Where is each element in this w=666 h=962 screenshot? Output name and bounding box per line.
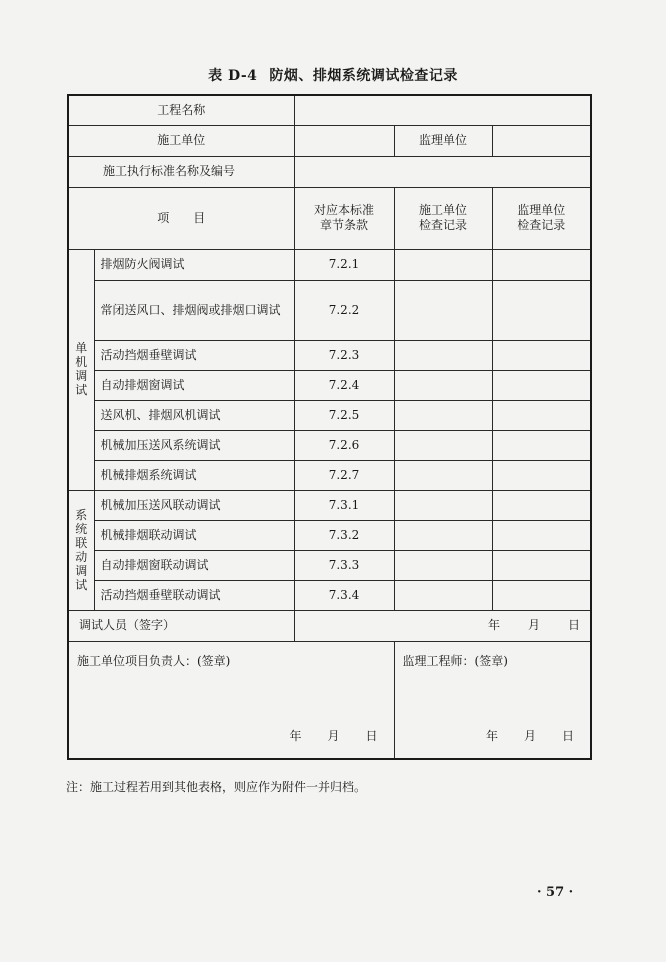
construction-check-cell[interactable] bbox=[394, 340, 492, 370]
construction-manager-signature[interactable] bbox=[68, 641, 394, 759]
tester-day: 日 bbox=[568, 618, 581, 632]
table-row bbox=[68, 249, 591, 280]
clause-cell: 7.2.5 bbox=[294, 400, 394, 430]
construction-check-cell[interactable] bbox=[394, 249, 492, 280]
tester-row bbox=[68, 610, 591, 641]
item-cell: 排烟防火阀调试 bbox=[94, 249, 294, 280]
supervision-check-cell[interactable] bbox=[492, 490, 591, 520]
column-header-row bbox=[68, 187, 591, 249]
supervision-check-cell[interactable] bbox=[492, 370, 591, 400]
table-row bbox=[68, 280, 591, 340]
supervision-engineer-label: 监理工程师：(签章) bbox=[402, 653, 508, 668]
supervision-check-cell[interactable] bbox=[492, 400, 591, 430]
clause-cell: 7.3.2 bbox=[294, 520, 394, 550]
table-row bbox=[68, 520, 591, 550]
clause-cell: 7.3.4 bbox=[294, 580, 394, 610]
construction-unit-label: 施工单位 bbox=[68, 125, 294, 156]
clause-cell: 7.2.7 bbox=[294, 460, 394, 490]
item-cell: 送风机、排烟风机调试 bbox=[94, 400, 294, 430]
project-name-label: 工程名称 bbox=[68, 95, 294, 125]
item-header: 项 目 bbox=[68, 187, 294, 249]
construction-check-cell[interactable] bbox=[394, 280, 492, 340]
construction-check-cell[interactable] bbox=[394, 400, 492, 430]
supervision-check-cell[interactable] bbox=[492, 460, 591, 490]
item-cell: 自动排烟窗联动调试 bbox=[94, 550, 294, 580]
table-row bbox=[68, 460, 591, 490]
construction-check-header: 施工单位检查记录 bbox=[394, 187, 492, 249]
item-cell: 常闭送风口、排烟阀或排烟口调试 bbox=[94, 280, 294, 340]
item-cell: 活动挡烟垂壁调试 bbox=[94, 340, 294, 370]
construction-check-cell[interactable] bbox=[394, 580, 492, 610]
group-label-linkage: 系统联动调试 bbox=[68, 490, 94, 610]
clause-cell: 7.2.4 bbox=[294, 370, 394, 400]
supervision-unit-value[interactable] bbox=[492, 125, 591, 156]
construction-check-cell[interactable] bbox=[394, 460, 492, 490]
project-name-row bbox=[68, 95, 591, 125]
project-name-value[interactable] bbox=[294, 95, 591, 125]
group-label-single: 单机调试 bbox=[68, 249, 94, 490]
tester-year: 年 bbox=[487, 618, 500, 632]
supervision-check-cell[interactable] bbox=[492, 280, 591, 340]
clause-header: 对应本标准章节条款 bbox=[294, 187, 394, 249]
inspection-record-table bbox=[67, 94, 592, 760]
supervision-check-cell[interactable] bbox=[492, 580, 591, 610]
supervision-check-cell[interactable] bbox=[492, 249, 591, 280]
supervision-check-cell[interactable] bbox=[492, 340, 591, 370]
tester-month: 月 bbox=[527, 618, 540, 632]
item-cell: 活动挡烟垂壁联动调试 bbox=[94, 580, 294, 610]
item-cell: 机械加压送风联动调试 bbox=[94, 490, 294, 520]
clause-cell: 7.2.2 bbox=[294, 280, 394, 340]
construction-check-cell[interactable] bbox=[394, 550, 492, 580]
item-cell: 机械加压送风系统调试 bbox=[94, 430, 294, 460]
construction-manager-date: 年 月 日 bbox=[289, 728, 378, 743]
construction-check-cell[interactable] bbox=[394, 490, 492, 520]
units-row bbox=[68, 125, 591, 156]
footnote: 注：施工过程若用到其他表格，则应作为附件一并归档。 bbox=[66, 780, 367, 794]
item-cell: 自动排烟窗调试 bbox=[94, 370, 294, 400]
supervision-engineer-signature[interactable] bbox=[394, 641, 591, 759]
clause-cell: 7.2.6 bbox=[294, 430, 394, 460]
tester-date[interactable] bbox=[294, 610, 591, 641]
construction-check-cell[interactable] bbox=[394, 370, 492, 400]
item-cell: 机械排烟联动调试 bbox=[94, 520, 294, 550]
clause-cell: 7.3.1 bbox=[294, 490, 394, 520]
signature-row bbox=[68, 641, 591, 759]
supervision-engineer-date: 年 月 日 bbox=[485, 728, 575, 743]
form-title bbox=[0, 65, 666, 85]
table-row bbox=[68, 580, 591, 610]
standard-label: 施工执行标准名称及编号 bbox=[68, 156, 294, 187]
clause-cell: 7.2.1 bbox=[294, 249, 394, 280]
standard-row bbox=[68, 156, 591, 187]
table-row bbox=[68, 430, 591, 460]
table-row bbox=[68, 550, 591, 580]
table-row bbox=[68, 490, 591, 520]
tester-label: 调试人员（签字） bbox=[68, 610, 294, 641]
table-row bbox=[68, 400, 591, 430]
supervision-check-cell[interactable] bbox=[492, 520, 591, 550]
construction-manager-label: 施工单位项目负责人：(签章) bbox=[77, 653, 231, 668]
standard-value[interactable] bbox=[294, 156, 591, 187]
item-cell: 机械排烟系统调试 bbox=[94, 460, 294, 490]
table-row bbox=[68, 340, 591, 370]
supervision-check-cell[interactable] bbox=[492, 550, 591, 580]
table-row bbox=[68, 370, 591, 400]
construction-check-cell[interactable] bbox=[394, 430, 492, 460]
clause-cell: 7.2.3 bbox=[294, 340, 394, 370]
clause-cell: 7.3.3 bbox=[294, 550, 394, 580]
supervision-unit-label: 监理单位 bbox=[394, 125, 492, 156]
form-code: 表 D-4 bbox=[208, 68, 258, 84]
supervision-check-header: 监理单位检查记录 bbox=[492, 187, 591, 249]
page-number: · 57 · bbox=[537, 885, 574, 900]
form-title-text: 防烟、排烟系统调试检查记录 bbox=[269, 68, 458, 84]
construction-check-cell[interactable] bbox=[394, 520, 492, 550]
supervision-check-cell[interactable] bbox=[492, 430, 591, 460]
construction-unit-value[interactable] bbox=[294, 125, 394, 156]
